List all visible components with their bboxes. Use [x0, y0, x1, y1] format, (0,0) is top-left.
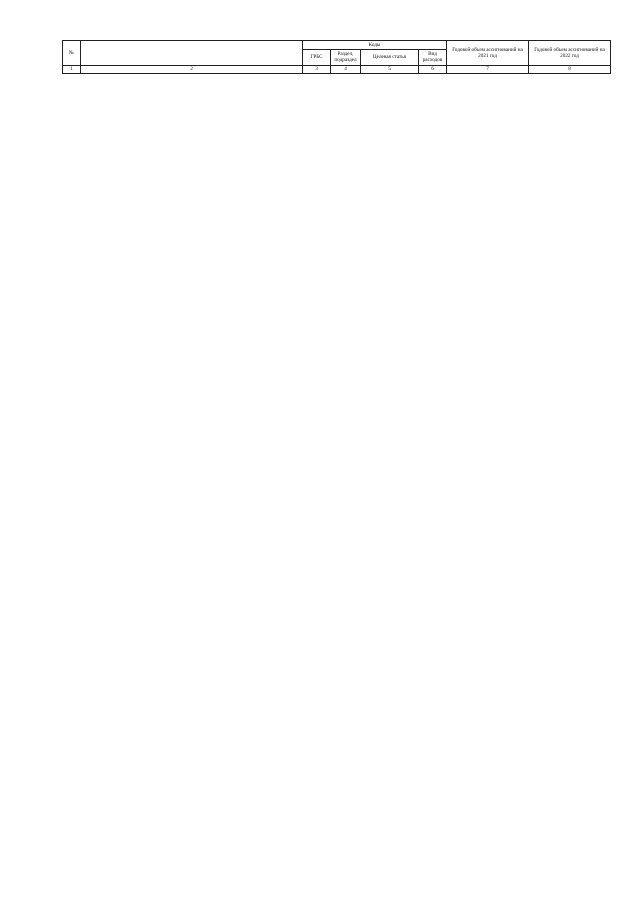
header-target-article: Целевая статья: [361, 50, 419, 65]
column-number: 2: [81, 65, 303, 73]
column-number: 5: [361, 65, 419, 73]
budget-allocation-table: [62, 40, 611, 74]
header-amount-2022: Годовой объем ассигнований на 2022 год: [529, 41, 611, 66]
header-section: Раздел, подраздел: [331, 50, 361, 65]
column-number: 6: [419, 65, 447, 73]
header-amount-2021: Годовой объем ассигнований на 2021 год: [447, 41, 529, 66]
column-number-row: [63, 65, 611, 73]
header-number: №: [63, 41, 81, 66]
header-grbs: ГРБС: [303, 50, 331, 65]
column-number: 4: [331, 65, 361, 73]
column-number: 3: [303, 65, 331, 73]
budget-table-sheet: [62, 40, 610, 74]
column-number: 8: [529, 65, 611, 73]
column-number: 7: [447, 65, 529, 73]
header-codes-group: Коды: [303, 41, 447, 50]
header-expense-type: Вид расходов: [419, 50, 447, 65]
column-number: 1: [63, 65, 81, 73]
header-name: [81, 41, 303, 66]
